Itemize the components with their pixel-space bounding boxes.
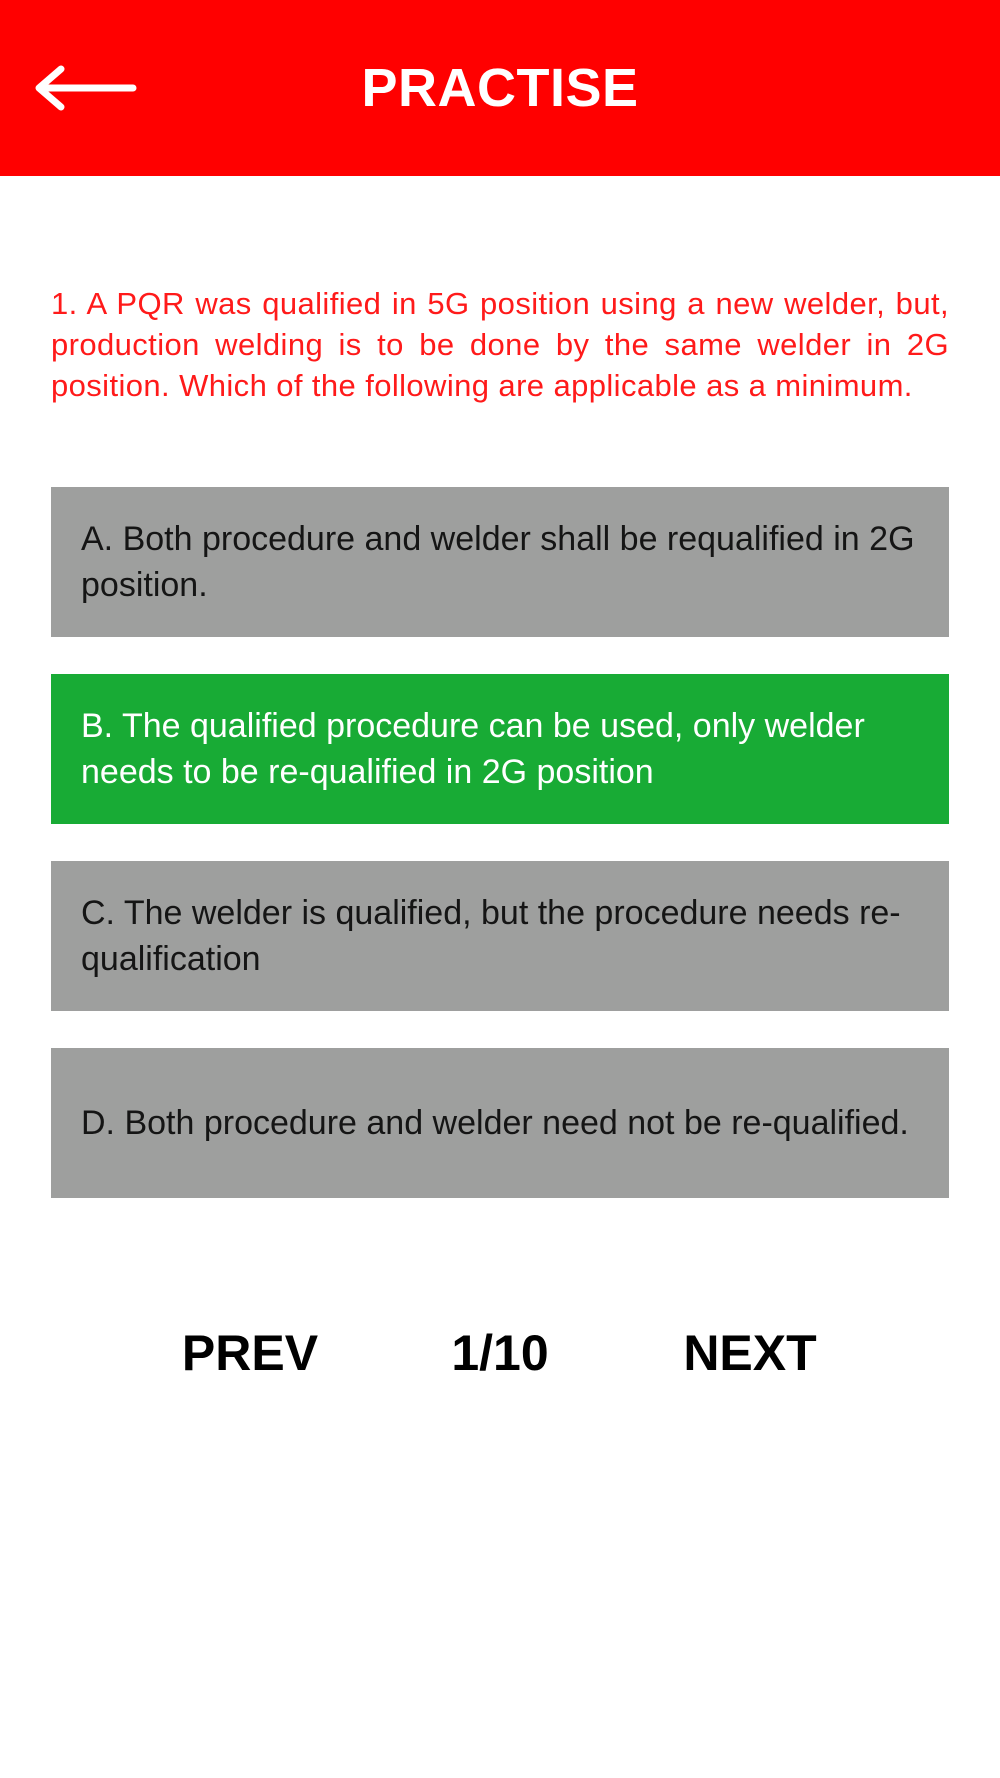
option-d[interactable] bbox=[51, 1048, 949, 1198]
page-title: PRACTISE bbox=[361, 58, 639, 118]
option-b-label: B. The qualified procedure can be used, only welder needs to be re-qualified in 2G position bbox=[81, 707, 865, 791]
next-button[interactable]: NEXT bbox=[683, 1325, 817, 1381]
option-c-label: C. The welder is qualified, but the procedure needs re-qualification bbox=[81, 894, 901, 978]
option-b[interactable] bbox=[51, 674, 949, 824]
option-a[interactable] bbox=[51, 487, 949, 637]
question-text: 1. A PQR was qualified in 5G position using a new welder, but, production welding is to be done by the same welder in 2G position. Which of the following are applicable as a minimum. bbox=[51, 286, 949, 403]
app-header bbox=[0, 0, 1000, 176]
question-counter: 1/10 bbox=[451, 1325, 549, 1381]
option-c[interactable] bbox=[51, 861, 949, 1011]
prev-button[interactable]: PREV bbox=[181, 1325, 319, 1381]
option-a-label: A. Both procedure and welder shall be requalified in 2G position. bbox=[81, 520, 915, 604]
option-d-label: D. Both procedure and welder need not be re-qualified. bbox=[81, 1104, 909, 1142]
